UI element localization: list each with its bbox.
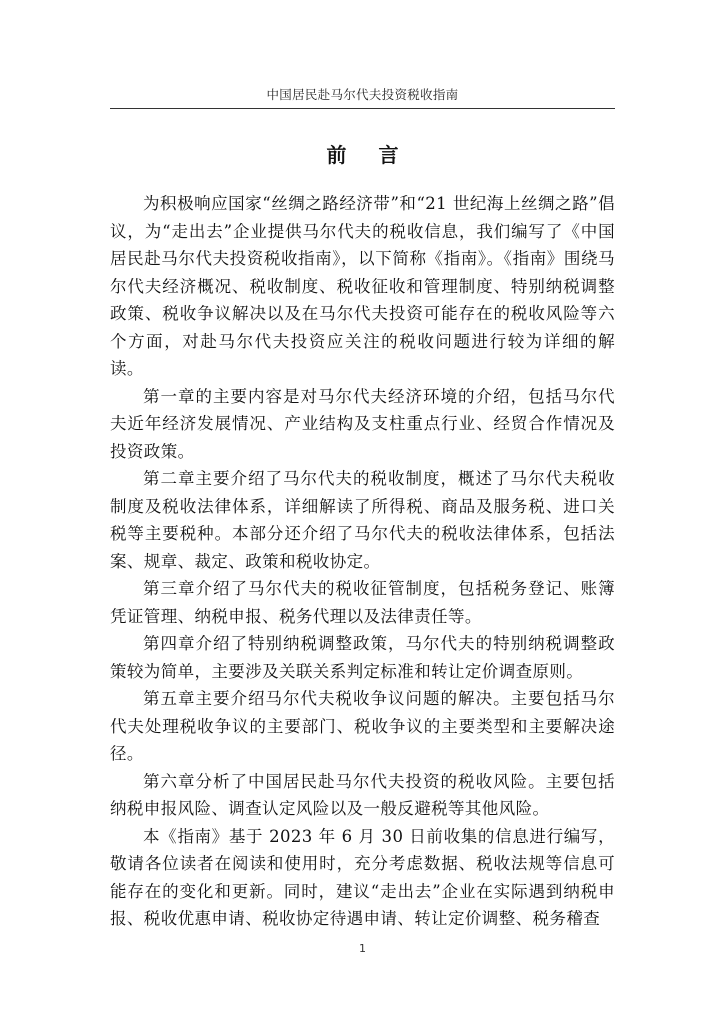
paragraph-intro: 为积极响应国家“丝绸之路经济带”和“21 世纪海上丝绸之路”倡议，为“走出去”企业提供马尔代夫的税收信息，我们编写了《中国居民赴马尔代夫投资税收指南》，以下简称《指南》。《指南》围绕马尔代夫经济概况、税收制度、税收征收和管理制度、特别纳税调整政策、税收争议解决以及在马尔代夫投资可能存在的税收风险等六个方面，对赴马尔代夫投资应关注的税收问题进行较为详细的解读。 [110, 194, 615, 378]
page-title-char-1: 前 [326, 143, 347, 167]
paragraph-chapter-3: 第三章介绍了马尔代夫的税收征管制度，包括税务登记、账簿凭证管理、纳税申报、税务代理以及法律责任等。 [110, 579, 615, 626]
page-title [110, 142, 615, 168]
running-header: 中国居民赴马尔代夫投资税收指南 [266, 87, 459, 102]
page-title-char-2: 言 [378, 143, 399, 167]
paragraph-chapter-1: 第一章的主要内容是对马尔代夫经济环境的介绍，包括马尔代夫近年经济发展情况、产业结构及支柱重点行业、经贸合作情况及投资政策。 [110, 386, 615, 461]
paragraph-chapter-5: 第五章主要介绍马尔代夫税收争议问题的解决。主要包括马尔代夫处理税收争议的主要部门、税收争议的主要类型和主要解决途径。 [110, 689, 615, 763]
paragraph-chapter-4: 第四章介绍了特别纳税调整政策，马尔代夫的特别纳税调整政策较为简单，主要涉及关联关系判定标准和转让定价调查原则。 [110, 634, 615, 681]
page-number: 1 [359, 942, 366, 955]
header-divider [110, 108, 615, 109]
body-text [110, 190, 615, 933]
paragraph-chapter-2: 第二章主要介绍了马尔代夫的税收制度，概述了马尔代夫税收制度及税收法律体系，详细解读了所得税、商品及服务税、进口关税等主要税种。本部分还介绍了马尔代夫的税收法律体系，包括法案、规章、裁定、政策和税收协定。 [110, 469, 615, 571]
paragraph-chapter-6: 第六章分析了中国居民赴马尔代夫投资的税收风险。主要包括纳税申报风险、调查认定风险以及一般反避税等其他风险。 [110, 771, 615, 818]
paragraph-disclaimer: 本《指南》基于 2023 年 6 月 30 日前收集的信息进行编写，敬请各位读者在阅读和使用时，充分考虑数据、税收法规等信息可能存在的变化和更新。同时，建议“走出去”企业在实际遇到纳税申报、税收优惠申请、税收协定待遇申请、转让定价调整、税务稽查 [110, 826, 615, 928]
